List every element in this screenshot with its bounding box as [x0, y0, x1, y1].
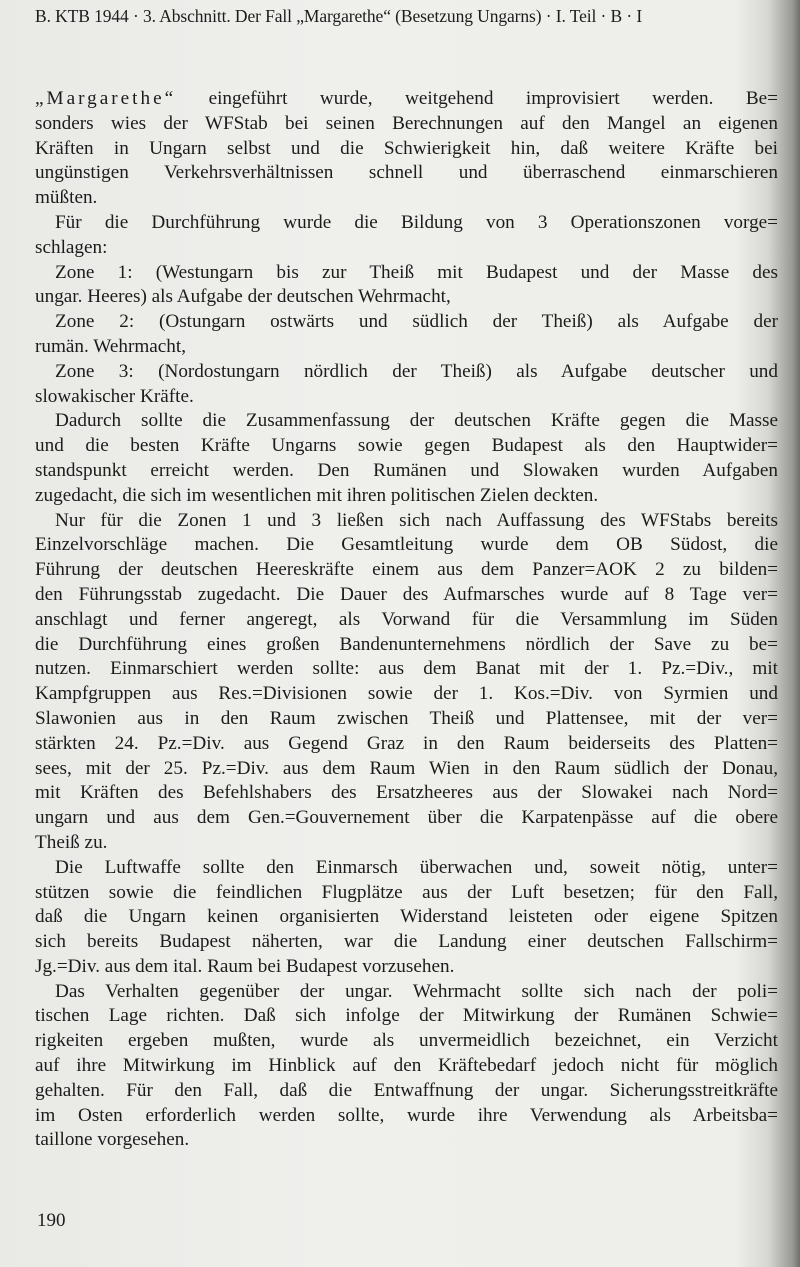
text-line: den Führungsstab zugedacht. Die Dauer des Aufmarsches wurde auf 8 Tage ver= [35, 583, 778, 605]
text-line: Führung der deutschen Heereskräfte einem aus dem Panzer=AOK 2 zu bilden= [35, 559, 778, 581]
body-text [35, 87, 778, 1153]
text-line: ungar. Heeres) als Aufgabe der deutschen Wehrmacht, [35, 286, 451, 308]
text-line: Nur für die Zonen 1 und 3 ließen sich nach Auffassung des WFStabs bereits [55, 509, 778, 531]
text-line: rumän. Wehrmacht, [35, 335, 187, 357]
text-line: schlagen: [35, 236, 108, 258]
text-line: sees, mit der 25. Pz.=Div. aus dem Raum Wien in den Raum südlich der Donau, [35, 757, 778, 779]
text-line: Die Luftwaffe sollte den Einmarsch überwachen und, soweit nötig, unter= [55, 856, 778, 878]
text-line: nutzen. Einmarschiert werden sollte: aus dem Banat mit der 1. Pz.=Div., mit [35, 658, 778, 680]
text-line: Jg.=Div. aus dem ital. Raum bei Budapest vorzusehen. [35, 955, 455, 977]
text-line: stützen sowie die feindlichen Flugplätze aus der Luft besetzen; für den Fall, [35, 881, 778, 903]
text-line: und die besten Kräfte Ungarns sowie gegen Budapest als den Hauptwider= [35, 435, 778, 457]
page-number: 190 [37, 1210, 66, 1231]
text-line: auf ihre Mitwirkung im Hinblick auf den Kräftebedarf jedoch nicht für möglich [35, 1055, 778, 1077]
text-line: tischen Lage richten. Daß sich infolge der Mitwirkung der Rumänen Schwie= [35, 1005, 778, 1027]
text-line: stärkten 24. Pz.=Div. aus Gegend Graz in den Raum beiderseits des Platten= [35, 732, 778, 754]
text-line: daß die Ungarn keinen organisierten Widerstand leisteten oder eigene Spitzen [35, 906, 778, 928]
text-line: Kampfgruppen aus Res.=Divisionen sowie der 1. Kos.=Div. von Syrmien und [35, 683, 778, 705]
text-line: rigkeiten ergeben mußten, wurde als unvermeidlich bezeichnet, ein Verzicht [35, 1030, 778, 1052]
text-line [35, 87, 778, 112]
text-line: Zone 3: (Nordostungarn nördlich der Theiß) als Aufgabe deutscher und [55, 360, 778, 382]
text-line: Für die Durchführung wurde die Bildung von 3 Operationszonen vorge= [55, 211, 778, 233]
text-line: gehalten. Für den Fall, daß die Entwaffnung der ungar. Sicherungsstreitkräfte [35, 1079, 778, 1101]
text-line: mit Kräften des Befehlshabers des Ersatzheeres aus der Slowakei nach Nord= [35, 782, 778, 804]
spaced-title-word: „Margarethe“ [35, 88, 177, 109]
text-line: im Osten erforderlich werden sollte, wurde ihre Verwendung als Arbeitsba= [35, 1104, 778, 1126]
text-line: ungünstigen Verkehrsverhältnissen schnell und überraschend einmarschieren [35, 162, 778, 184]
text-line: anschlagt und ferner angeregt, als Vorwand für die Versammlung im Süden [35, 608, 778, 630]
text-line: Zone 2: (Ostungarn ostwärts und südlich der Theiß) als Aufgabe der [55, 311, 778, 333]
text-line: sonders wies der WFStab bei seinen Berechnungen auf den Mangel an eigenen [35, 112, 778, 134]
text-line: ungarn und aus dem Gen.=Gouvernement über die Karpatenpässe auf die obere [35, 807, 778, 829]
text-line: Kräften in Ungarn selbst und die Schwierigkeit hin, daß weitere Kräfte bei [35, 137, 778, 159]
text-line: standspunkt erreicht werden. Den Rumänen und Slowaken wurden Aufgaben [35, 459, 778, 481]
text-line: die Durchführung eines großen Bandenunternehmens nördlich der Save zu be= [35, 633, 778, 655]
text-line: Slawonien aus in den Raum zwischen Theiß und Plattensee, mit der ver= [35, 707, 778, 729]
text-line: sich bereits Budapest näherten, war die Landung einer deutschen Fallschirm= [35, 931, 778, 953]
text-line: Das Verhalten gegenüber der ungar. Wehrmacht sollte sich nach der poli= [55, 980, 778, 1002]
text-line: taillone vorgesehen. [35, 1129, 190, 1151]
text-line: slowakischer Kräfte. [35, 385, 194, 407]
text-line: Einzelvorschläge machen. Die Gesamtleitung wurde dem OB Südost, die [35, 534, 778, 556]
running-header: B. KTB 1944 · 3. Abschnitt. Der Fall „Margarethe“ (Besetzung Ungarns) · I. Teil · B · I [35, 6, 643, 26]
text-line: Dadurch sollte die Zusammenfassung der deutschen Kräfte gegen die Masse [55, 410, 778, 432]
text-line: Zone 1: (Westungarn bis zur Theiß mit Budapest und der Masse des [55, 261, 778, 283]
text-line: zugedacht, die sich im wesentlichen mit ihren politischen Zielen deckten. [35, 484, 599, 506]
text-line-rest: eingeführt wurde, weitgehend improvisiert werden. Be= [176, 88, 778, 109]
text-line: Theiß zu. [35, 831, 108, 853]
text-line: müßten. [35, 187, 98, 209]
